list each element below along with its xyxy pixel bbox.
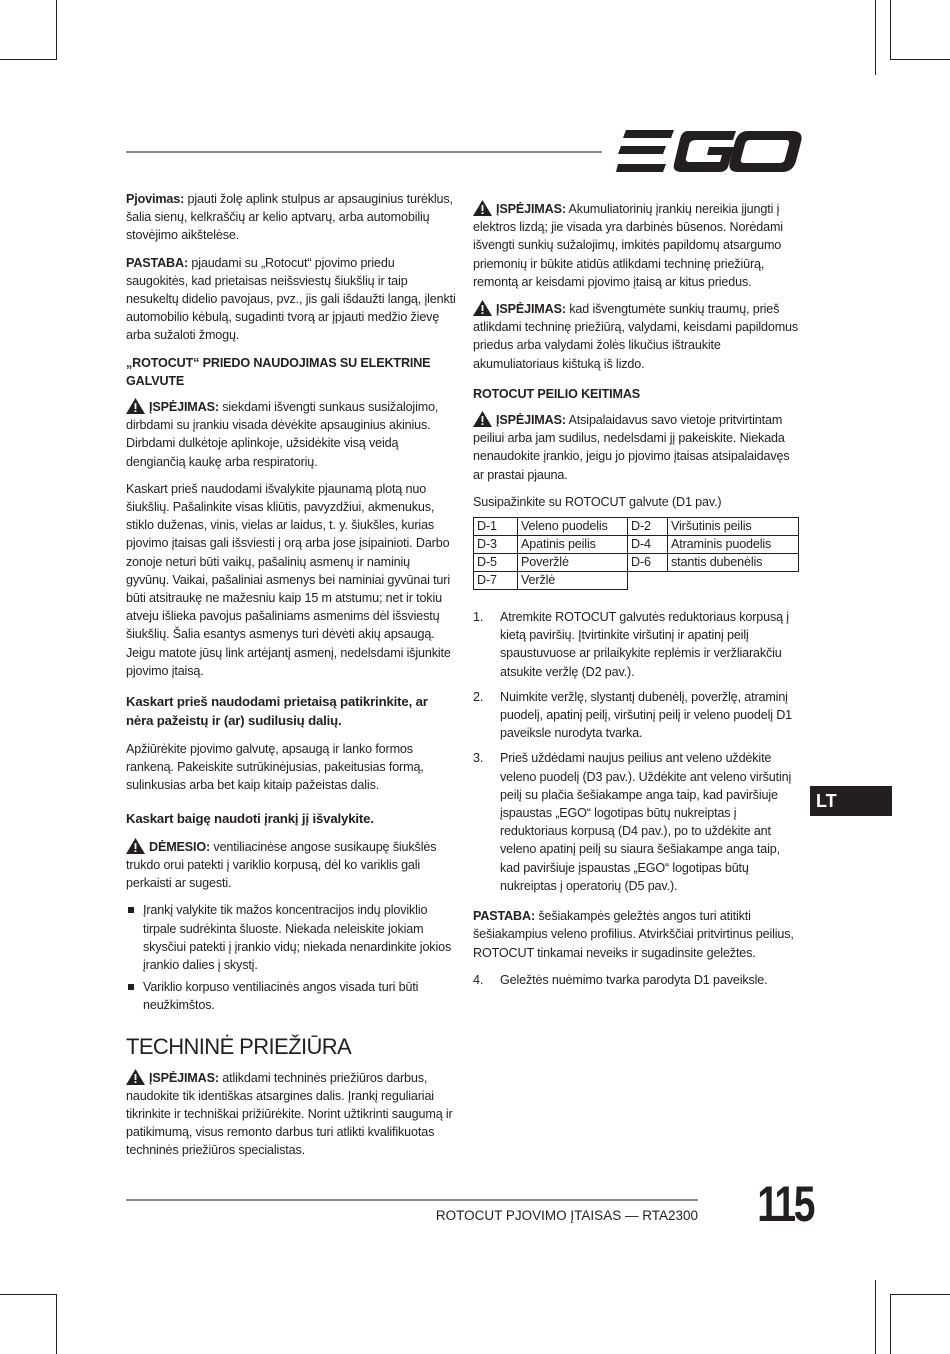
blade-warning xyxy=(473,411,803,484)
crop-mark xyxy=(0,59,57,60)
note-paragraph xyxy=(126,254,456,345)
warning-text: atlikdami techninės priežiūros darbus, naudokite tik identiškas atsargines dalis. Įrankį reguliariai tikrinkite ir techniškai prižiūrėkite. Norint užtikrinti saugumą ir patikimumą, visus remonto darbus turi atlikti kvalifikuotas techninės priežiūros specialistas. xyxy=(126,1070,453,1158)
cutting-paragraph xyxy=(126,190,456,245)
part-id: D-4 xyxy=(628,536,668,554)
table-row xyxy=(474,572,799,590)
crop-mark xyxy=(890,0,891,60)
step-text: Prieš uždėdami naujus peilius ant veleno uždėkite veleno puodelį (D3 pav.). Uždėkite ant veleno viršutinį peilį su plačia šešiakampe anga taip, kad paviršiuje įspaustas „EGO“ logotipas būtų nukreiptas į reduktoriaus korpusą (D4 pav.), po to uždėkite ant veleno apatinį peilį su siaura šešiakampe anga taip, kad paviršiuje įspaustas „EGO“ logotipas būtų nukreiptas į operatorių (D5 pav.). xyxy=(500,751,792,893)
crop-mark xyxy=(875,0,876,75)
bullet-square-icon xyxy=(128,907,134,913)
battery-warning xyxy=(473,200,803,291)
header-rule xyxy=(126,151,602,153)
part-name: stantis dubenėlis xyxy=(668,554,799,572)
replacement-steps-cont xyxy=(473,971,803,989)
footer-rule xyxy=(126,1199,698,1201)
warning-icon xyxy=(473,411,492,427)
list-item xyxy=(473,688,803,743)
unplug-warning xyxy=(473,300,803,373)
warning-icon xyxy=(126,838,145,854)
step-text: Nuimkite veržlę, slystantį dubenėlį, poveržlę, atraminį puodelį, apatinį peilį, viršutinį peilį ir veleno puodelį D1 paveiksle nurodyta tvarka. xyxy=(500,689,793,741)
warning-icon xyxy=(126,1069,145,1085)
note-label: PASTABA: xyxy=(126,255,188,270)
step-number: 3. xyxy=(473,751,484,766)
bullet-square-icon xyxy=(128,984,134,990)
note-text: pjaudami su „Rotocut“ pjovimo priedu saugokitės, kad prietaisas neišsviestų šiukšlių ir taip nesukeltų didelio pavojaus, pvz., jis gali išdaužti langą, įlenkti automobilio kėbulą, sugadinti tvorą ar įpjauti medžio žievę arba sužaloti žmogų. xyxy=(126,255,456,343)
warning-text: siekdami išvengti sunkaus susižalojimo, dirbdami su įrankiu visada dėvėkite apsauginius akinius. Dirbdami dulkėtoje aplinkoje, užsidėkite visą veidą dengiančią kaukę arba respiratorių. xyxy=(126,400,439,469)
crop-mark xyxy=(890,59,950,60)
clear-area-paragraph: Kaskart prieš naudodami išvalykite pjaunamą plotą nuo šiukšlių. Pašalinkite visas kliūtis, pavyzdžiui, akmenukus, stiklo duženas, vinis, vielas ar laidus, t. y. šiukšles, kurias pjovimo įtaisas gali išsviesti į orą arba jose įsipainioti. Darbo zonoje neturi būti vaikų, pašalinių asmenų ir naminių gyvūnų. Vaikai, pašaliniai asmenys bei naminiai gyvūnai turi būti atsitraukę ne mažesniu kaip 15 m atstumu; net ir tokiu atveju išlieka pavojus pašaliniams asmenims dėl išsviestų šiukšlių. Šalia esantys asmenys turi dėvėti akių apsaugą. Jeigu matote jūsų link artėjantį asmenį, nedelsdami išjunkite pjovimo įtaisą. xyxy=(126,481,451,678)
maintenance-title: TECHNINĖ PRIEŽIŪRA xyxy=(126,1033,352,1059)
caution-paragraph xyxy=(126,838,456,893)
crop-mark xyxy=(875,1280,876,1354)
language-tab: LT xyxy=(810,786,892,816)
maintenance-warning xyxy=(126,1069,456,1160)
step-number: 1. xyxy=(473,610,484,625)
caution-text: ventiliacinėse angose susikaupę šiukšlės trukdo orui patekti į variklio korpusą, dėl ko variklis gali perkaisti ar sugesti. xyxy=(126,839,437,891)
note-paragraph xyxy=(473,907,803,962)
warning-icon xyxy=(473,300,492,316)
crop-mark xyxy=(890,1294,891,1354)
part-name: Poveržlė xyxy=(518,554,628,572)
table-row xyxy=(474,518,799,536)
footer-title: ROTOCUT PJOVIMO ĮTAISAS — RTA2300 xyxy=(435,1208,698,1223)
inspect-paragraph: Apžiūrėkite pjovimo galvutę, apsaugą ir lanko formos rankeną. Pakeiskite sutrūkinėjusias, pakeitusias formą, sulinkusias arba bet kaip kitaip pažeistas dalis. xyxy=(126,742,424,793)
right-column xyxy=(473,200,803,997)
table-row xyxy=(474,536,799,554)
page-number: 115 xyxy=(757,1176,814,1232)
step-text: Geležtės nuėmimo tvarka parodyta D1 paveiksle. xyxy=(500,972,768,987)
inspect-heading: Kaskart prieš naudodami prietaisą patikrinkite, ar nėra pažeistų ir (ar) sudilusių dalių. xyxy=(126,694,428,729)
crop-mark xyxy=(56,1294,57,1354)
warning-label: ĮSPĖJIMAS: xyxy=(149,400,219,415)
part-name: Viršutinis peilis xyxy=(668,518,799,536)
part-name: Veržlė xyxy=(518,572,628,590)
part-id: D-3 xyxy=(474,536,518,554)
list-item xyxy=(473,749,803,895)
warning-paragraph xyxy=(126,398,456,471)
part-name: Apatinis peilis xyxy=(518,536,628,554)
list-item xyxy=(473,971,803,989)
warning-label: ĮSPĖJIMAS: xyxy=(149,1070,219,1085)
bullet-item xyxy=(126,978,456,1014)
crop-mark xyxy=(56,0,57,60)
left-column xyxy=(126,190,456,1169)
crop-mark xyxy=(890,1294,950,1295)
crop-mark xyxy=(0,1294,57,1295)
note-text: šešiakampės geležtės angos turi atitikti šešiakampius veleno profilius. Atvirkščiai pritvirtinus peilius, ROTOCUT tinkamai neveiks ir sugadinsite geležtes. xyxy=(473,909,794,960)
step-text: Atremkite ROTOCUT galvutės reduktoriaus korpusą į kietą paviršių. Įtvirtinkite viršutinį ir apatinį peilį spaustuvuose ar prilaikykite replėmis ir veržliarakčiu atsukite veržlę (D2 pav.). xyxy=(500,610,789,679)
part-name: Veleno puodelis xyxy=(518,518,628,536)
cutting-text: pjauti žolę aplink stulpus ar apsauginius turėklus, šalia sienų, kelkraščių ar kelio aptvarų, arba automobilių stovėjimo aikštelėse. xyxy=(126,192,453,243)
bullet-text: Įrankį valykite tik mažos koncentracijos indų ploviklio tirpale sudrėkinta šluoste. Niekada neleiskite jokiam skysčiui patekti į įrankio vidų; niekada nenardinkite jokios įrankio dalies į skystį. xyxy=(143,903,452,972)
blade-replacement-heading: ROTOCUT PEILIO KEITIMAS xyxy=(473,386,641,401)
warning-text: kad išvengtumėte sunkių traumų, prieš atlikdami techninę priežiūrą, valydami, keisdami papildomus priedus arba valydami žolės likučius ištraukite akumuliatoriaus kištuką iš lizdo. xyxy=(473,302,799,371)
warning-label: ĮSPĖJIMAS: xyxy=(496,413,566,428)
part-id: D-7 xyxy=(474,572,518,590)
warning-text: Akumuliatorinių įrankių nereikia įjungti į elektros lizdą; jie visada yra darbinės būsenos. Norėdami išvengti sunkių sužalojimų, imkitės papildomų atsargumo priemonių ir būkite atidūs atlikdami techninę priežiūrą, remontą ar keisdami pjovimo įtaisą ar kitus priedus. xyxy=(473,202,783,289)
part-name: Atraminis puodelis xyxy=(668,536,799,554)
note-label: PASTABA: xyxy=(473,909,535,924)
list-item xyxy=(473,608,803,681)
empty-cell xyxy=(628,572,668,590)
warning-text: Atsipalaidavus savo vietoje pritvirtintam peiliui arba jam sudilus, nedelsdami jį pakeiskite. Niekada nenaudokite įrankio, jeigu jo pjovimo įtaisas atsipalaidavęs ar prastai pjauna. xyxy=(473,413,790,482)
warning-label: ĮSPĖJIMAS: xyxy=(496,302,566,317)
bullet-text: Variklio korpuso ventiliacinės angos visada turi būti neužkimštos. xyxy=(143,980,419,1013)
step-number: 4. xyxy=(473,972,484,987)
warning-icon xyxy=(126,398,145,414)
table-row xyxy=(474,554,799,572)
part-id: D-5 xyxy=(474,554,518,572)
part-id: D-2 xyxy=(628,518,668,536)
empty-cell xyxy=(668,572,799,590)
part-id: D-1 xyxy=(474,518,518,536)
part-id: D-6 xyxy=(628,554,668,572)
parts-table xyxy=(473,517,799,590)
cleaning-bullets xyxy=(126,901,456,1014)
step-number: 2. xyxy=(473,689,484,704)
clean-heading: Kaskart baigę naudoti įrankį jį išvalykite. xyxy=(126,810,374,826)
caution-label: DĖMESIO: xyxy=(149,839,211,854)
warning-icon xyxy=(473,200,492,216)
replacement-steps xyxy=(473,608,803,895)
bullet-item xyxy=(126,901,456,974)
cutting-label: Pjovimas: xyxy=(126,192,185,206)
section-heading: „ROTOCUT“ PRIEDO NAUDOJIMAS SU ELEKTRINE GALVUTE xyxy=(126,355,431,388)
intro-paragraph: Susipažinkite su ROTOCUT galvute (D1 pav.) xyxy=(473,494,722,509)
warning-label: ĮSPĖJIMAS: xyxy=(496,202,566,216)
ego-logo xyxy=(616,129,802,173)
